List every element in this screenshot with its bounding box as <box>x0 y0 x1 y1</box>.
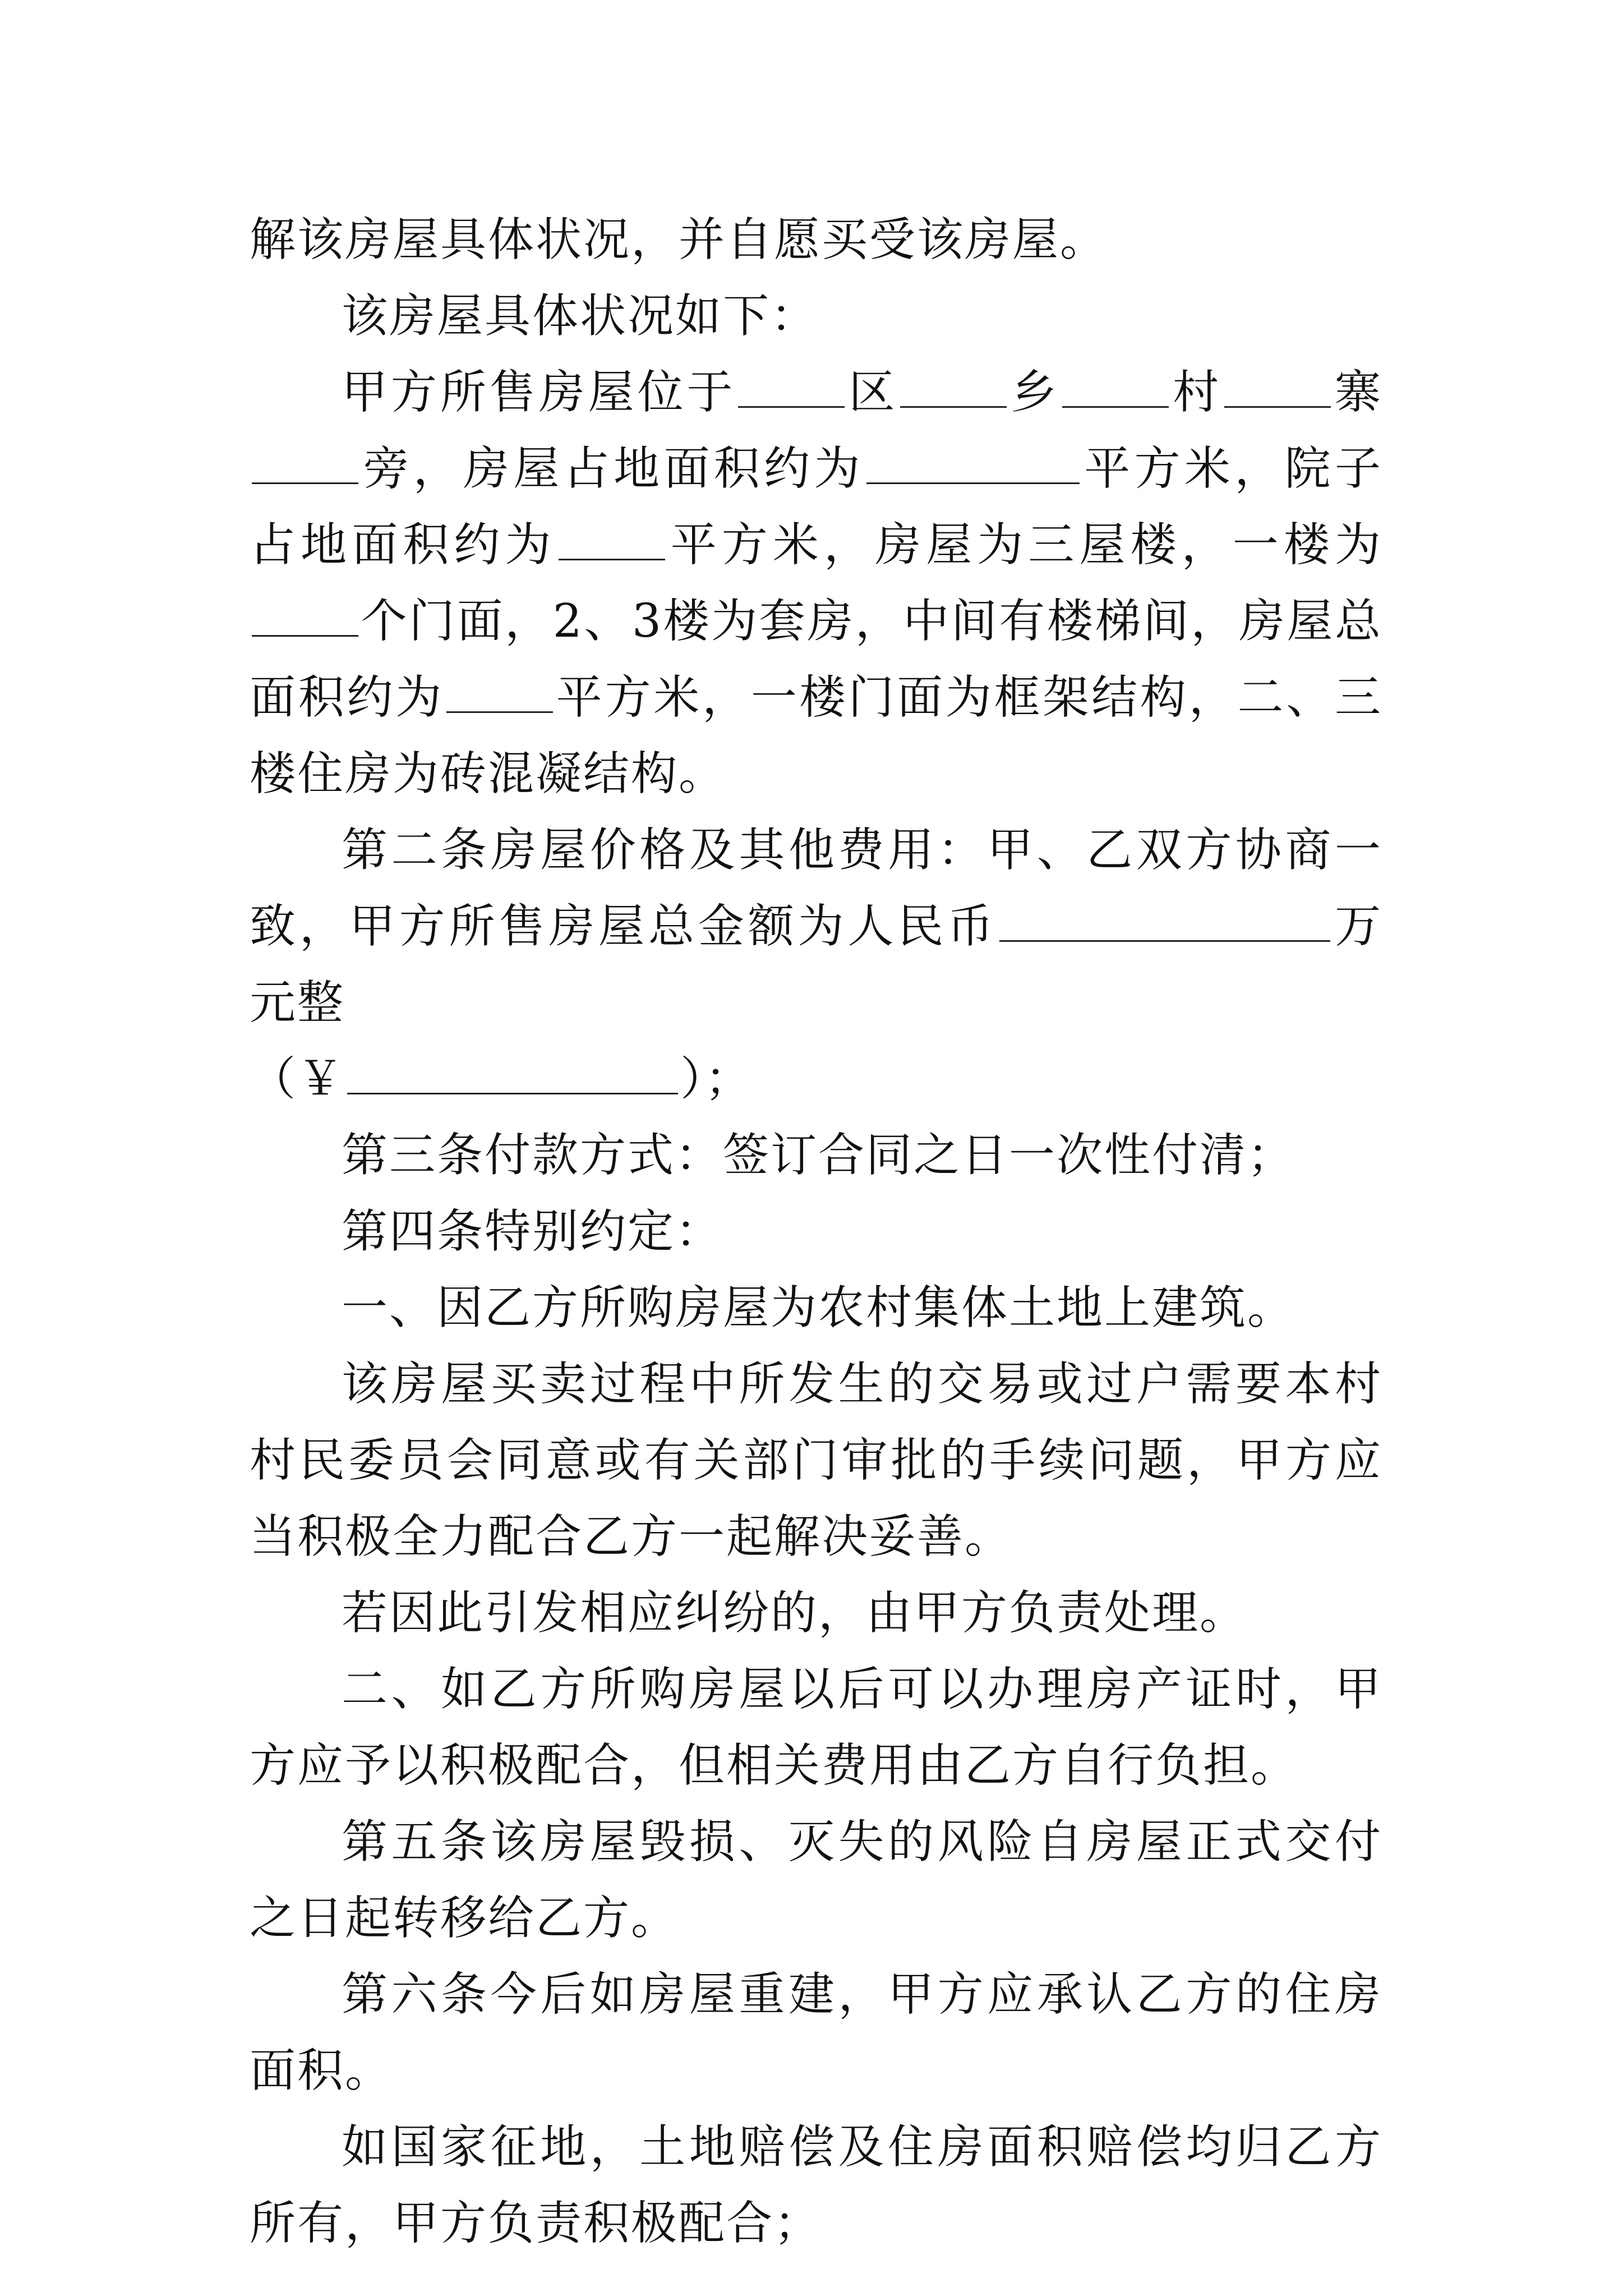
text-segment: 平方米，院子占地面积约为 <box>250 442 1382 572</box>
blank-field-yard-area <box>559 519 665 560</box>
blank-field-amount-figures <box>347 1053 678 1094</box>
text-segment: 寨 <box>1333 366 1382 419</box>
paragraph-article-2-price <box>250 812 1382 1117</box>
blank-field-storefront-count <box>252 596 358 637</box>
text-segment: 乡 <box>1009 366 1061 419</box>
paragraph-article-4-disputes: 若因此引发相应纠纷的，由甲方负责处理。 <box>342 1586 1248 1640</box>
text-segment: 区 <box>847 366 898 419</box>
paragraph-article-5-risk: 第五条该房屋毁损、灭失的风险自房屋正式交付之日起转移给乙方。 <box>250 1815 1382 1945</box>
text-segment: 村 <box>1171 366 1223 419</box>
blank-field-district <box>738 367 845 408</box>
contract-body <box>250 202 1382 2262</box>
paragraph-article-4-procedures: 该房屋买卖过程中所发生的交易或过户需要本村村民委员会同意或有关部门审批的手续问题，甲方应当积极全力配合乙方一起解决妥善。 <box>250 1358 1382 1563</box>
text-segment: 旁，房屋占地面积约为 <box>361 442 864 495</box>
text-segment: ）； <box>680 1052 753 1106</box>
text-segment: 第二条房屋价格及其他费用：甲、乙双方协商一致，甲方所售房屋总金额为人民币 <box>250 823 1382 953</box>
paragraph-article-4-item-2: 二、如乙方所购房屋以后可以办理房产证时，甲方应予以积极配合，但相关费用由乙方自行负担。 <box>250 1663 1382 1792</box>
paragraph-article-4-item-1: 一、因乙方所购房屋为农村集体土地上建筑。 <box>342 1281 1295 1335</box>
blank-field-township <box>900 367 1007 408</box>
blank-field-total-area <box>446 672 553 713</box>
text-segment: 甲方所售房屋位于 <box>342 366 736 419</box>
text-segment: （￥ <box>250 1052 345 1106</box>
paragraph-continuation: 解该房屋具体状况，并自愿买受该房屋。 <box>250 213 1108 266</box>
blank-field-beside <box>252 443 358 484</box>
blank-field-amount-words <box>999 901 1330 942</box>
text-segment: 个门面，2、3楼为套房，中间有楼梯间，房屋总面积约为 <box>250 595 1382 724</box>
blank-field-village <box>1062 367 1169 408</box>
paragraph-article-6-expropriation: 如国家征地，土地赔偿及住房面积赔偿均归乙方所有，甲方负责积极配合； <box>250 2120 1382 2250</box>
text-segment: 平方米，房屋为三屋楼，一楼为 <box>667 518 1382 572</box>
blank-field-hamlet <box>1224 367 1331 408</box>
text-segment: 平方米，一楼门面为框架结构，二、三楼住房为砖混凝结构。 <box>250 671 1382 800</box>
paragraph-article-4-heading: 第四条特别约定： <box>342 1205 723 1258</box>
paragraph-house-status-intro: 该房屋具体状况如下： <box>342 289 819 343</box>
paragraph-article-3-payment: 第三条付款方式：签订合同之日一次性付清； <box>342 1129 1295 1182</box>
text-segment: 万元整 <box>250 900 1382 1029</box>
paragraph-article-6-rebuild: 第六条今后如房屋重建，甲方应承认乙方的住房面积。 <box>250 1968 1382 2097</box>
blank-field-land-area <box>866 443 1080 484</box>
paragraph-house-details <box>250 355 1382 812</box>
